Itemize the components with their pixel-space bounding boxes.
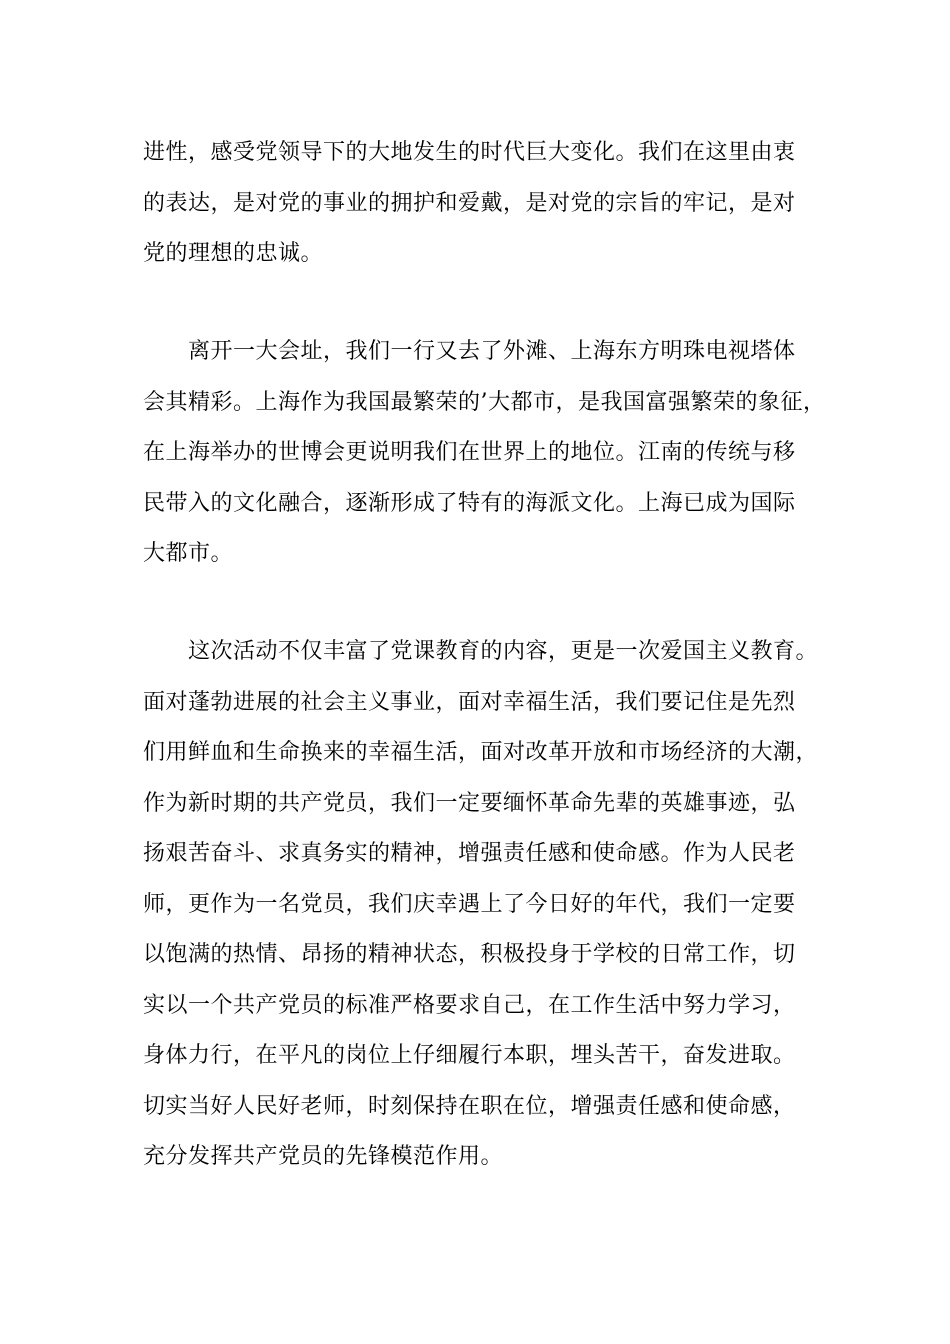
paragraph-2 — [143, 339, 826, 594]
text-line: 这次活动不仅丰富了党课教育的内容，更是一次爱国主义教育。 — [143, 639, 819, 664]
text-line: 充分发挥共产党员的先锋模范作用。 — [143, 1144, 504, 1169]
text-line: 切实当好人民好老师，时刻保持在职在位，增强责任感和使命感， — [143, 1093, 796, 1119]
text-line: 大都市。 — [143, 541, 234, 566]
text-line: 进性，感受党领导下的大地发生的时代巨大变化。我们在这里由衷 — [143, 140, 796, 165]
text-line: 在上海举办的世博会更说明我们在世界上的地位。江南的传统与移 — [143, 440, 796, 465]
paragraph-1 — [143, 142, 823, 294]
text-line: 会其精彩。上海作为我国最繁荣的’大都市，是我国富强繁荣的象征， — [143, 389, 826, 415]
text-line: 身体力行，在平凡的岗位上仔细履行本职，埋头苦干，奋发进取。 — [143, 1043, 796, 1068]
text-line: 作为新时期的共产党员，我们一定要缅怀革命先辈的英雄事迹，弘 — [143, 790, 796, 816]
text-line: 实以一个共产党员的标准严格要求自己，在工作生活中努力学习， — [143, 992, 796, 1018]
text-line: 民带入的文化融合，逐渐形成了特有的海派文化。上海已成为国际 — [143, 490, 796, 516]
text-line: 离开一大会址，我们一行又去了外滩、上海东方明珠电视塔体 — [143, 339, 796, 364]
text-line: 的表达，是对党的事业的拥护和爱戴，是对党的宗旨的牢记，是对 — [143, 190, 796, 216]
text-line: 扬艰苦奋斗、求真务实的精神，增强责任感和使命感。作为人民老 — [143, 841, 796, 866]
text-line: 面对蓬勃进展的社会主义事业，面对幸福生活，我们要记住是先烈 — [143, 689, 796, 715]
text-line: 以饱满的热情、昂扬的精神状态，积极投身于学校的日常工作，切 — [143, 942, 796, 967]
text-line: 们用鲜血和生命换来的幸福生活，面对改革开放和市场经济的大潮， — [143, 740, 819, 765]
text-line: 党的理想的忠诚。 — [143, 241, 324, 266]
text-line: 师，更作为一名党员，我们庆幸遇上了今日好的年代，我们一定要 — [143, 891, 796, 917]
paragraph-3 — [143, 641, 823, 1197]
